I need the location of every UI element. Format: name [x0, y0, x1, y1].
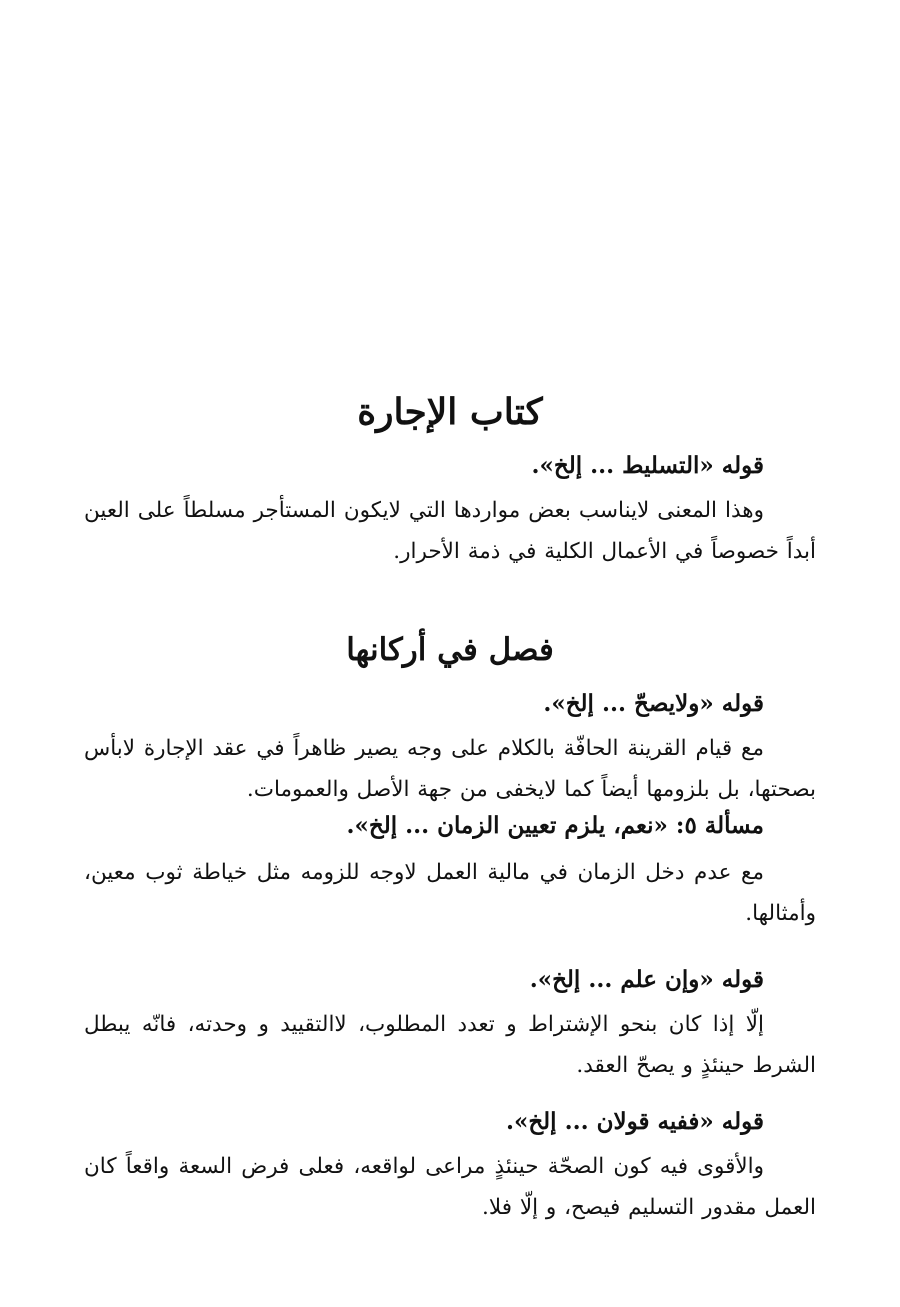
document-page [84, 0, 816, 1307]
commentary-heading: قوله «التسليط ... إلخ». [531, 452, 764, 479]
commentary-heading: قوله «ففيه قولان ... إلخ». [505, 1108, 764, 1135]
commentary-heading: قوله «ولايصحّ ... إلخ». [543, 690, 764, 717]
commentary-heading: قوله «وإن علم ... إلخ». [529, 966, 764, 993]
book-title: كتاب الإجارة [357, 391, 543, 433]
commentary-paragraph: إلّا إذا كان بنحو الإشتراط و تعدد المطلوب، لاالتقييد و وحدته، فانّه يبطل الشرط حينئذٍ و يصحّ العقد. [84, 1012, 816, 1078]
commentary-paragraph: والأقوى فيه كون الصحّة حينئذٍ مراعى لواقعه، فعلى فرض السعة واقعاً كان العمل مقدور التسليم فيصح، و إلّا فلا. [84, 1154, 816, 1220]
issue-heading: مسألة ٥: «نعم، يلزم تعيين الزمان ... إلخ». [346, 812, 764, 839]
commentary-paragraph: وهذا المعنى لايناسب بعض مواردها التي لايكون المستأجر مسلطاً على العين أبداً خصوصاً في الأعمال الكلية في ذمة الأحرار. [84, 498, 816, 564]
section-title: فصل في أركانها [346, 632, 554, 668]
commentary-paragraph: مع عدم دخل الزمان في مالية العمل لاوجه للزومه مثل خياطة ثوب معين، وأمثالها. [84, 860, 816, 926]
commentary-paragraph: مع قيام القرينة الحافّة بالكلام على وجه يصير ظاهراً في عقد الإجارة لابأس بصحتها، بل بلزومها أيضاً كما لايخفى من جهة الأصل والعمومات. [84, 736, 816, 802]
